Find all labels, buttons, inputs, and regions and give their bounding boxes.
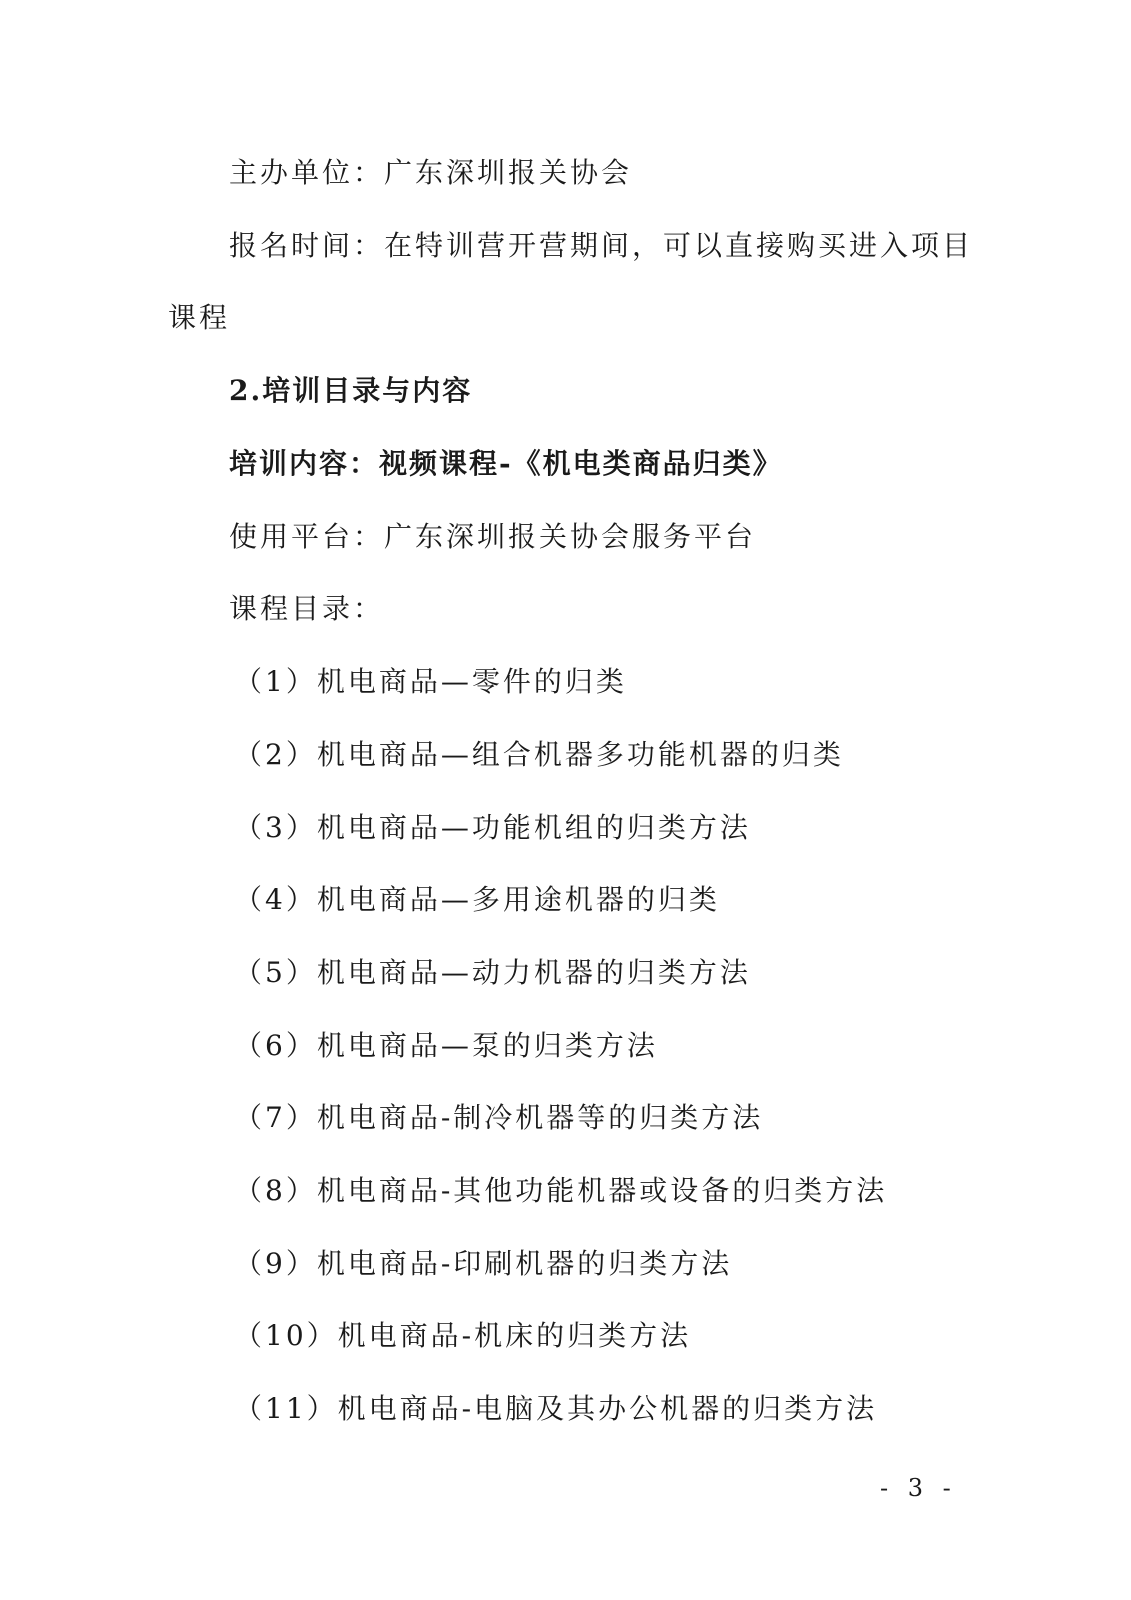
course-item: （3）机电商品—功能机组的归类方法 [234, 811, 751, 844]
course-item: （11）机电商品-电脑及其办公机器的归类方法 [234, 1392, 878, 1425]
course-item: （6）机电商品—泵的归类方法 [234, 1029, 658, 1062]
organizer-line: 主办单位：广东深圳报关协会 [229, 156, 633, 189]
section-heading: 2.培训目录与内容 [229, 374, 473, 407]
platform-line: 使用平台：广东深圳报关协会服务平台 [229, 520, 757, 553]
course-item: （4）机电商品—多用途机器的归类 [234, 883, 720, 916]
course-item: （7）机电商品-制冷机器等的归类方法 [234, 1101, 764, 1134]
catalog-label: 课程目录： [229, 592, 385, 625]
course-item: （1）机电商品—零件的归类 [234, 665, 627, 698]
registration-line-1: 报名时间：在特训营开营期间，可以直接购买进入项目 [229, 229, 974, 262]
training-content-line: 培训内容：视频课程-《机电类商品归类》 [229, 447, 783, 480]
page-number: - 3 - [880, 1474, 957, 1502]
course-item: （5）机电商品—动力机器的归类方法 [234, 956, 751, 989]
registration-line-2: 课程 [168, 301, 231, 334]
course-item: （8）机电商品-其他功能机器或设备的归类方法 [234, 1174, 888, 1207]
course-item: （2）机电商品—组合机器多功能机器的归类 [234, 738, 844, 771]
course-item: （9）机电商品-印刷机器的归类方法 [234, 1247, 733, 1280]
course-item: （10）机电商品-机床的归类方法 [234, 1319, 692, 1352]
